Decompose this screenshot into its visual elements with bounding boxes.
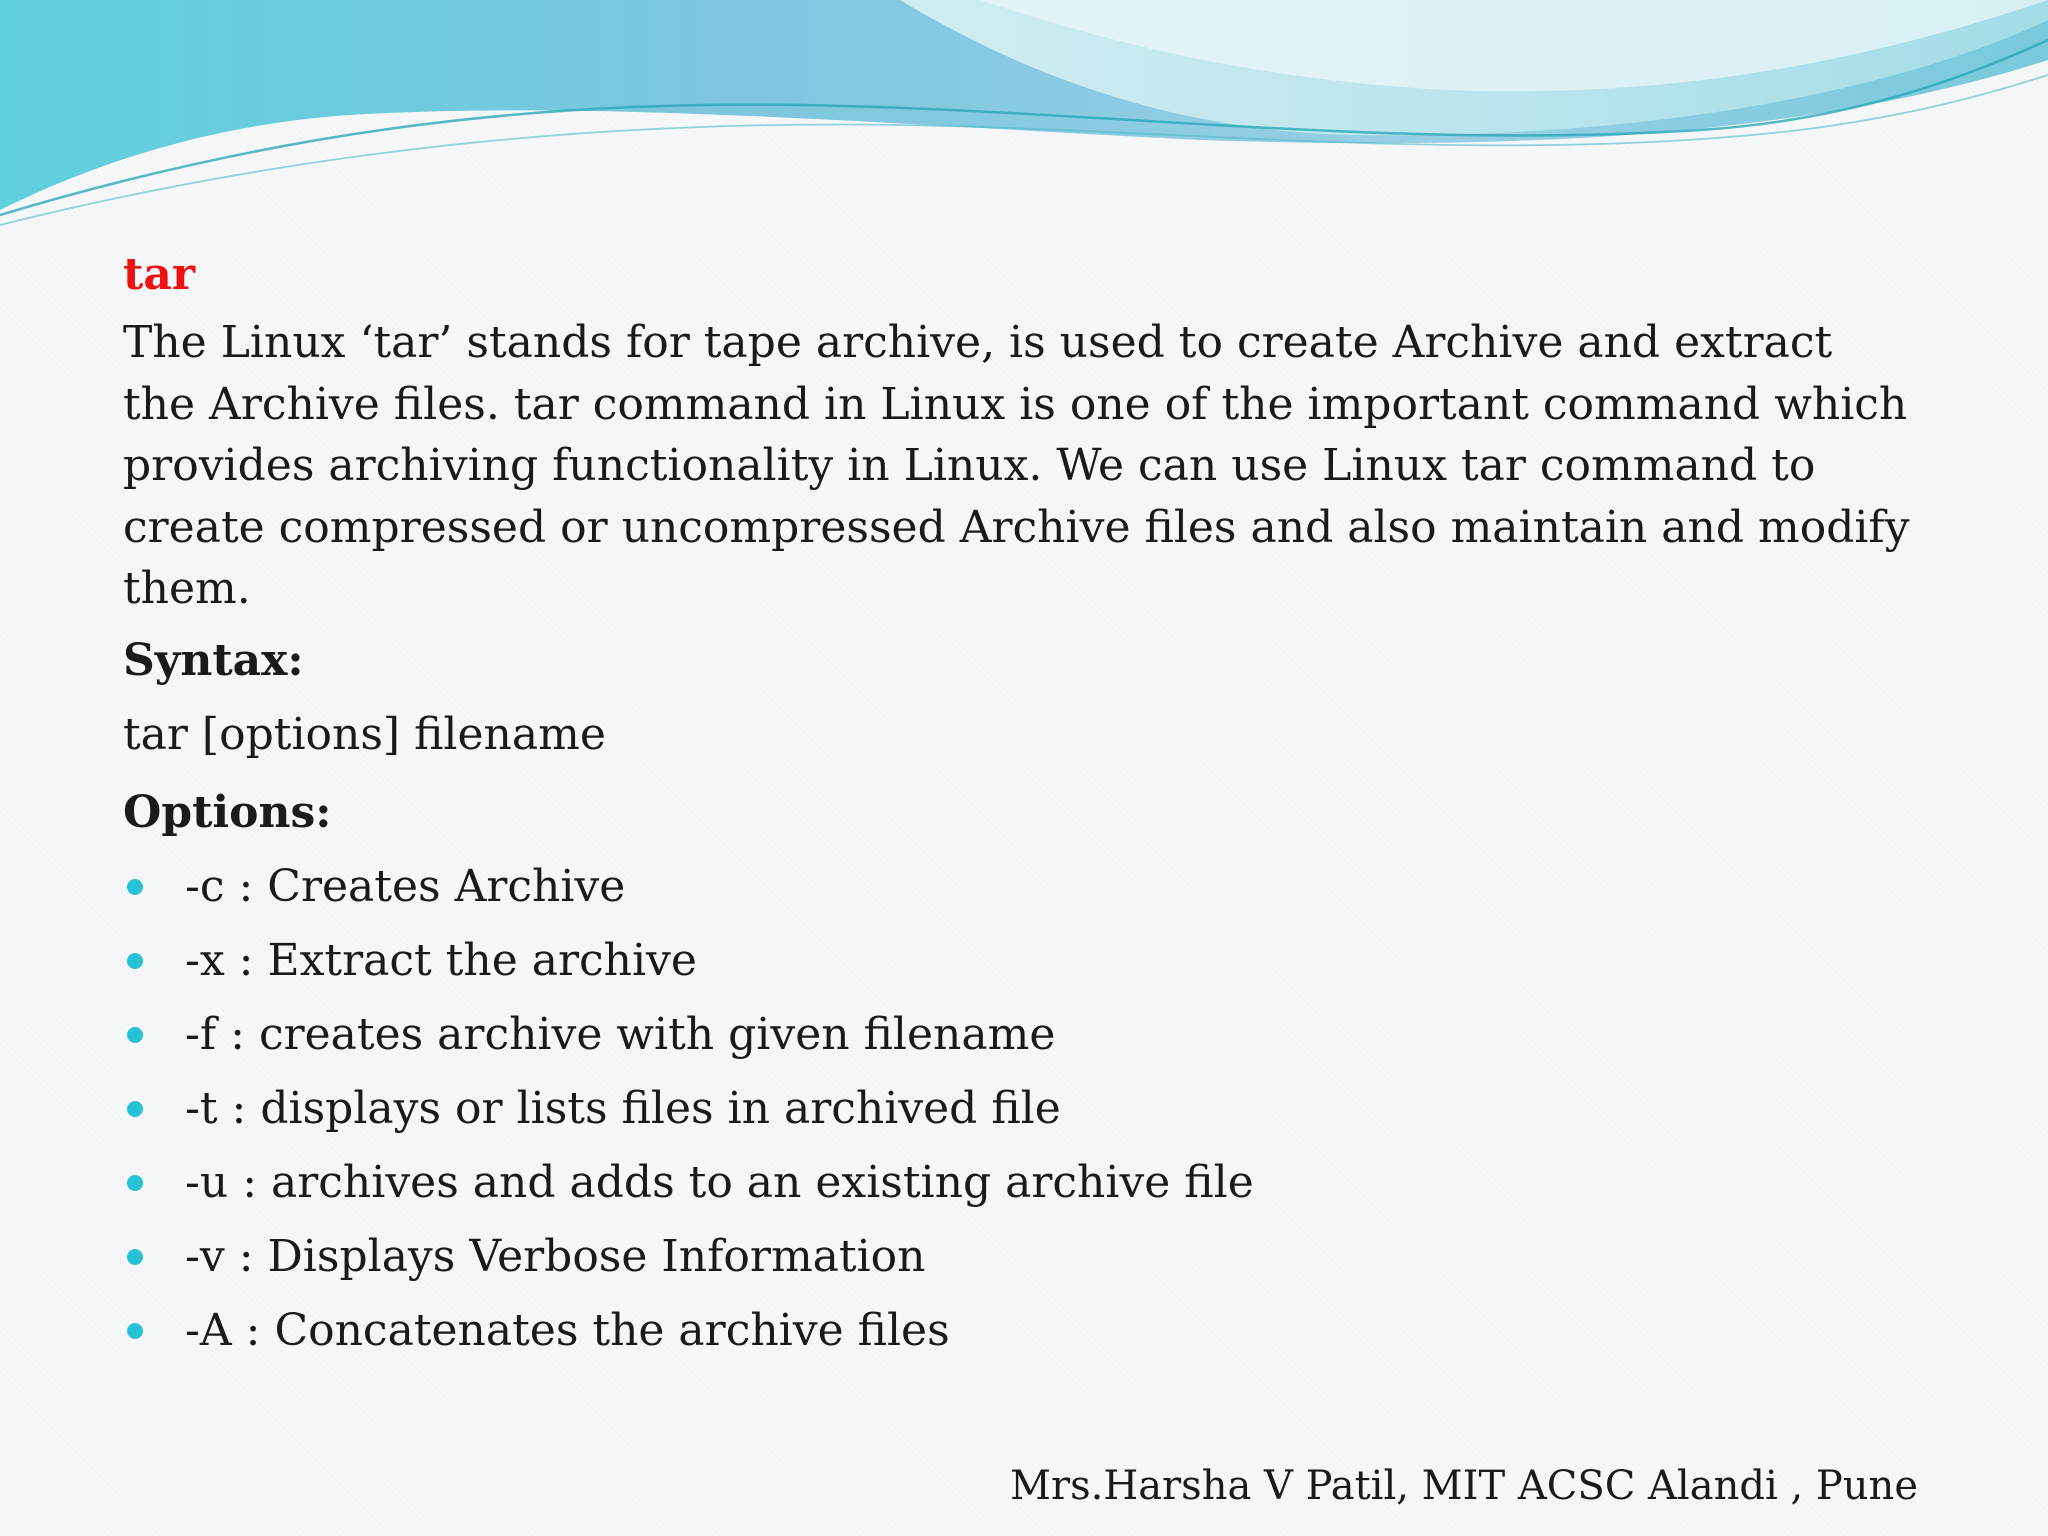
option-text: -x : Extract the archive	[185, 934, 697, 986]
list-item	[123, 850, 1923, 924]
dot-bullet-icon	[127, 1249, 143, 1265]
dot-bullet-icon	[127, 1175, 143, 1191]
option-text: -t : displays or lists files in archived file	[185, 1082, 1061, 1134]
list-item	[123, 924, 1923, 998]
dot-bullet-icon	[127, 953, 143, 969]
header-wave-decoration	[0, 0, 2048, 240]
slide-content	[123, 240, 1923, 1368]
list-item	[123, 1294, 1923, 1368]
list-item	[123, 1146, 1923, 1220]
slide-title: tar	[123, 249, 196, 300]
dot-bullet-icon	[127, 1027, 143, 1043]
dot-bullet-icon	[127, 879, 143, 895]
dot-bullet-icon	[127, 1101, 143, 1117]
list-item	[123, 1220, 1923, 1294]
option-text: -u : archives and adds to an existing archive file	[185, 1156, 1254, 1208]
description-paragraph: The Linux ‘tar’ stands for tape archive, is used to create Archive and extract the Archive files. tar command in Linux is one of the important command which provides archiving functionality in Linux. We can use Linux tar command to create compressed or uncompressed Archive files and also maintain and modify them.	[123, 317, 1910, 614]
syntax-text: tar [options] filename	[123, 708, 606, 760]
options-list	[123, 850, 1923, 1368]
footer-credit: Mrs.Harsha V Patil, MIT ACSC Alandi , Pune	[1010, 1463, 1918, 1509]
list-item	[123, 1072, 1923, 1146]
dot-bullet-icon	[127, 1323, 143, 1339]
list-item	[123, 998, 1923, 1072]
option-text: -c : Creates Archive	[185, 860, 626, 912]
option-text: -A : Concatenates the archive files	[185, 1304, 950, 1356]
options-heading: Options:	[123, 786, 332, 838]
syntax-heading: Syntax:	[123, 634, 304, 686]
option-text: -f : creates archive with given filename	[185, 1008, 1056, 1060]
option-text: -v : Displays Verbose Information	[185, 1230, 926, 1282]
